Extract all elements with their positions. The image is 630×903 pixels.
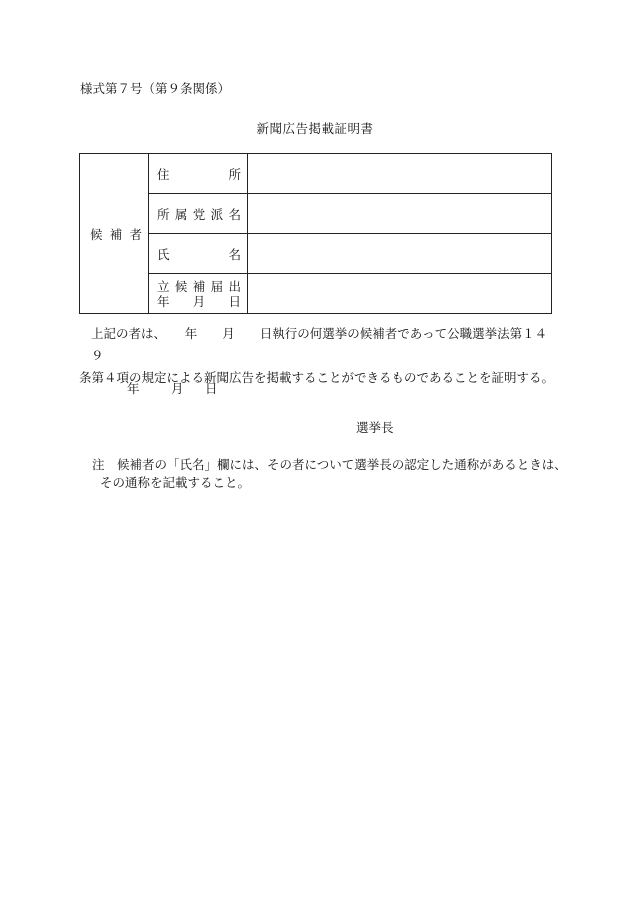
- form-number: 様式第７号（第９条関係）: [80, 81, 231, 96]
- filing-label-char: 月: [192, 293, 206, 309]
- candidate-label-char: 候: [90, 226, 103, 242]
- filing-label-char: 届: [210, 278, 224, 294]
- election-chief-label: 選挙長: [356, 420, 394, 435]
- filing-label-char: 候: [174, 278, 188, 294]
- note-line: その通称を記載すること。: [100, 475, 251, 490]
- candidate-header-cell: [80, 154, 149, 314]
- table-row: [80, 234, 552, 274]
- filing-label-char: 出: [228, 278, 241, 294]
- address-value-cell[interactable]: [248, 154, 552, 194]
- issue-date: [127, 379, 218, 397]
- party-value-cell[interactable]: [248, 194, 552, 234]
- certificate-table: [79, 153, 552, 314]
- table-row: [80, 194, 552, 234]
- address-label-cell: [149, 154, 248, 194]
- date-day: 日: [205, 381, 218, 396]
- candidate-label-char: 補: [109, 226, 123, 242]
- note: [92, 456, 567, 492]
- party-label-char: 名: [228, 206, 241, 222]
- name-label-char: 名: [228, 246, 241, 262]
- name-label-cell: [149, 234, 248, 274]
- table-row: [80, 154, 552, 194]
- party-label-char: 所: [157, 206, 170, 222]
- party-label-char: 党: [192, 206, 206, 222]
- address-label-char: 所: [228, 166, 241, 182]
- date-year: 年: [127, 381, 140, 396]
- party-label-char: 派: [210, 206, 224, 222]
- document-title: 新聞広告掲載証明書: [256, 121, 374, 136]
- filing-label-char: 年: [157, 293, 170, 309]
- name-label-char: 氏: [157, 246, 170, 262]
- table-row: [80, 274, 552, 314]
- party-label-cell: [149, 194, 248, 234]
- filing-label-char: 補: [192, 278, 206, 294]
- candidate-label-char: 者: [129, 226, 142, 242]
- certification-line: 条第４項の規定による新聞広告を掲載することができるものであることを証明する。: [79, 370, 555, 385]
- note-line: 注 候補者の「氏名」欄には、その者について選挙長の認定した通称があるときは、: [92, 457, 567, 472]
- filing-date-label-cell: [149, 274, 248, 314]
- certification-line: 上記の者は、 年 月 日執行の何選挙の候補者であって公職選挙法第１４９: [91, 326, 548, 363]
- party-label-char: 属: [174, 206, 188, 222]
- filing-date-value-cell[interactable]: [248, 274, 552, 314]
- filing-label-char: 立: [157, 278, 170, 294]
- name-value-cell[interactable]: [248, 234, 552, 274]
- date-month: 月: [171, 381, 184, 396]
- address-label-char: 住: [157, 166, 170, 182]
- filing-label-char: 日: [228, 293, 241, 309]
